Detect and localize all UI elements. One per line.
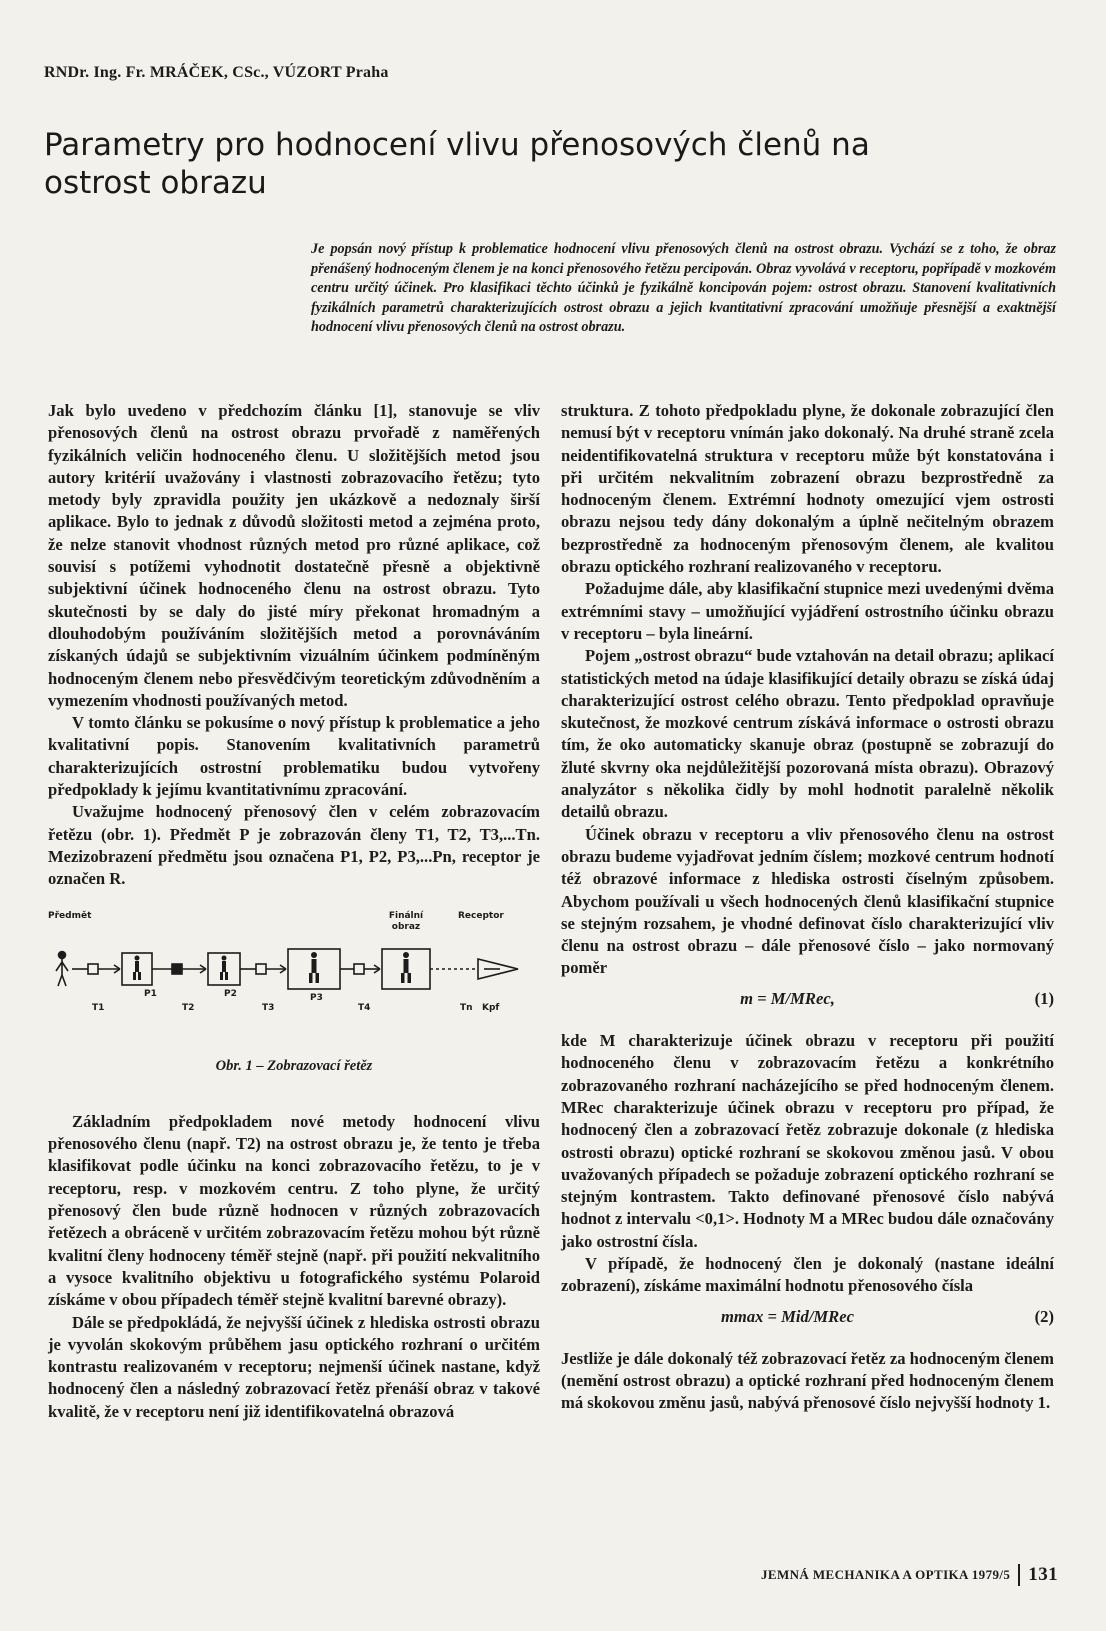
imaging-chain-diagram — [48, 911, 540, 1051]
figure-imaging-chain — [48, 911, 540, 1051]
page-number: 131 — [1028, 1564, 1058, 1585]
equation-expression: mmax = Mid/MRec — [721, 1306, 854, 1326]
paragraph: V tomto článku se pokusíme o nový přístup k problematice a jeho kvalitativní popis. Stanovením kvalitativních parametrů charakterizujících ostrostní problematiku budou vytvořeny předpoklady k jejímu kvantitativnímu zpracování. — [48, 713, 540, 800]
left-column — [48, 400, 540, 1423]
label-p1: P1 — [144, 988, 157, 999]
label-t3: T3 — [262, 1002, 275, 1013]
equation-1 — [561, 988, 1054, 1010]
label-t4: T4 — [358, 1002, 371, 1013]
equation-2 — [561, 1306, 1054, 1328]
equation-number: (1) — [1034, 988, 1054, 1008]
label-t1: T1 — [92, 1002, 105, 1013]
label-kpf: Kpf — [482, 1002, 500, 1013]
label-p3: P3 — [310, 992, 323, 1003]
equation-number: (2) — [1034, 1306, 1054, 1326]
label-final-image: Finální obraz — [388, 910, 424, 932]
article-title: Parametry pro hodnocení vlivu přenosových členů na ostrost obrazu — [44, 127, 870, 201]
journal-name: JEMNÁ MECHANIKA A OPTIKA 1979/5 — [760, 1567, 1011, 1582]
paragraph: Jestliže je dále dokonalý též zobrazovací řetěz za hodnoceným členem (nemění ostrost obrazu) a optické rozhraní před hodnoceným členem má skokovou změnu jasů, nabývá přenosové číslo nejvyšší hodnoty 1. — [561, 1348, 1054, 1413]
page-footer — [761, 1564, 1058, 1586]
subject-figure-icon — [56, 951, 68, 986]
paragraph: Požadujme dále, aby klasifikační stupnice mezi uvedenými dvěma extrémními stavy – umožňující vyjádření ostrostního účinku obrazu v receptoru – byla lineární. — [561, 579, 1054, 643]
paragraph: Pojem „ostrost obrazu“ bude vztahován na detail obrazu; aplikací statistických metod na údaje klasifikující detaily obrazu se získá údaj charakterizující ostrost celého obrazu. Tento předpoklad opravňuje skutečnost, že mozkové centrum získává informace o ostrosti obrazu tím, že oko automaticky skanuje obraz (postupně se zobrazují do žluté skvrny oka nejdůležitější pozorovaná místa obrazu). Obrazový analyzátor s několika čidly by mohl hodnotit paralelně několik detailů obrazu. — [561, 646, 1054, 822]
author-line: RNDr. Ing. Fr. MRÁČEK, CSc., VÚZORT Praha — [44, 64, 389, 81]
label-tn: Tn — [460, 1002, 473, 1013]
paragraph: kde M charakterizuje účinek obrazu v receptoru při použití hodnoceného členu v zobrazovacím řetězu a konkrétního zobrazovaného rozhraní nacházejícího se před hodnoceným členem. MRec charakterizuje účinek obrazu v receptoru pro případ, že hodnocený člen a zobrazovací řetěz zobrazuje dokonale (z hlediska ostrosti obrazu) optické rozhraní se skokovou změnou jasů. V obou uvažovaných případech se požaduje zobrazení optického rozhraní se stejným kontrastem. Takto definované přenosové číslo nabývá hodnot z intervalu <0,1>. Hodnoty M a MRec budou dále označovány jako ostrostní čísla. — [561, 1031, 1054, 1251]
paragraph: struktura. Z tohoto předpokladu plyne, že dokonale zobrazující člen nemusí být v receptoru vnímán jako dokonalý. Na druhé straně zcela neidentifikovatelná struktura v receptoru může být konstatována i při určitém nekvalitním zobrazení obrazu bezprostředně za hodnoceným členem. Extrémní hodnoty omezující vjem ostrosti obrazu nejsou tedy dány dokonalým a úplně nečitelným obrazem bezprostředně za hodnoceným přenosovým členem, ale kvalitou obrazu optického rozhraní realizovaného v receptoru. — [561, 401, 1054, 577]
paragraph: Účinek obrazu v receptoru a vliv přenosového členu na ostrost obrazu budeme vyjadřovat jedním číslem; mozkové centrum hodnotí též obrazové informace z hlediska ostrosti číselným způsobem. Abychom používali u všech hodnocených členů klasifikační stupnice se stejným rozsahem, je vhodné definovat číslo charakterizující vliv členu na ostrost obrazu – dále přenosové číslo – jako normovaný poměr — [561, 824, 1054, 978]
footer-divider — [1018, 1564, 1020, 1586]
figure-caption: Obr. 1 – Zobrazovací řetěz — [215, 1057, 373, 1074]
right-column — [561, 400, 1054, 1415]
label-p2: P2 — [224, 988, 237, 999]
paragraph: Dále se předpokládá, že nejvyšší účinek z hlediska ostrosti obrazu je vyvolán skokovým průběhem jasu optického rozhraní o určitém kontrastu realizovaném v receptoru; nejmenší účinek nastane, když hodnocený člen a následný zobrazovací řetěz přenáší obraz v takové kvalitě, že v receptoru není již identifikovatelná obrazová — [48, 1312, 540, 1421]
label-subject: Předmět — [48, 910, 92, 921]
paragraph: Základním předpokladem nové metody hodnocení vlivu přenosového členu (např. T2) na ostrost obrazu je, že tento je třeba klasifikovat podle účinku na konci zobrazovacího řetězu, to je v receptoru, resp. v mozkovém centru. Z toho plyne, že určitý přenosový člen bude různě hodnocen v různých zobrazovacích řetězech a obráceně v určitém zobrazovacím řetězu mohou být různě kvalitní členy hodnoceny téměř stejně (např. při použití nekvalitního a vysoce kvalitního objektivu u fotografického systému Polaroid získáme v obou případech téměř stejně kvalitní barevné obrazy). — [48, 1111, 540, 1310]
equation-expression: m = M/MRec, — [740, 988, 835, 1008]
label-t2: T2 — [182, 1002, 195, 1013]
paragraph: Uvažujme hodnocený přenosový člen v celém zobrazovacím řetězu (obr. 1). Předmět P je zobrazován členy T1, T2, T3,...Tn. Mezizobrazení předmětu jsou označena P1, P2, P3,...Pn, receptor je označen R. — [48, 802, 540, 889]
abstract: Je popsán nový přístup k problematice hodnocení vlivu přenosových členů na ostrost obrazu. Vychází se z toho, že obraz přenášený hodnoceným členem je na konci přenosového řetězu percipován. Obraz vyvolává v receptoru, popřípadě v mozkovém centru určitý účinek. Pro klasifikaci těchto účinků je fyzikálně koncipován pojem: ostrost obrazu. Stanovení kvalitativních fyzikálních parametrů charakterizujících ostrost obrazu a jejich kvantitativní zpracování umožňuje přesnější a exaktnější hodnocení vlivu přenosových členů na ostrost obrazu. — [311, 241, 1056, 335]
paragraph: V případě, že hodnocený člen je dokonalý (nastane ideální zobrazení), získáme maximální hodnotu přenosového čísla — [561, 1253, 1054, 1296]
paragraph: Jak bylo uvedeno v předchozím článku [1], stanovuje se vliv přenosových členů na ostrost obrazu prvořadě z naměřených fyzikálních veličin hodnoceného členu. U složitějších metod jsou autory kritérií uvažovány i vlastnosti zobrazovacího řetězu; tyto metody byly zpravidla použity jen ukázkově a nedoznaly širší aplikace. Bylo to jednak z důvodů složitosti metod a zejména proto, že nelze stanovit vhodnost různých metod pro různé aplikace, což souvisí s potížemi vyhodnotit dostatečně přesně a objektivně subjektivní účinek hodnoceného členu na ostrost obrazu. Tyto skutečnosti by se daly do jisté míry překonat hromadným a dlouhodobým používáním složitějších metod a porovnáváním získaných údajů se subjektivním vizuálním účinkem podmíněným hodnoceným členem nebo přesvědčivým teoretickým zdůvodněním a vymezením vhodnosti používaných metod. — [48, 401, 540, 710]
label-receptor: Receptor — [458, 910, 504, 921]
